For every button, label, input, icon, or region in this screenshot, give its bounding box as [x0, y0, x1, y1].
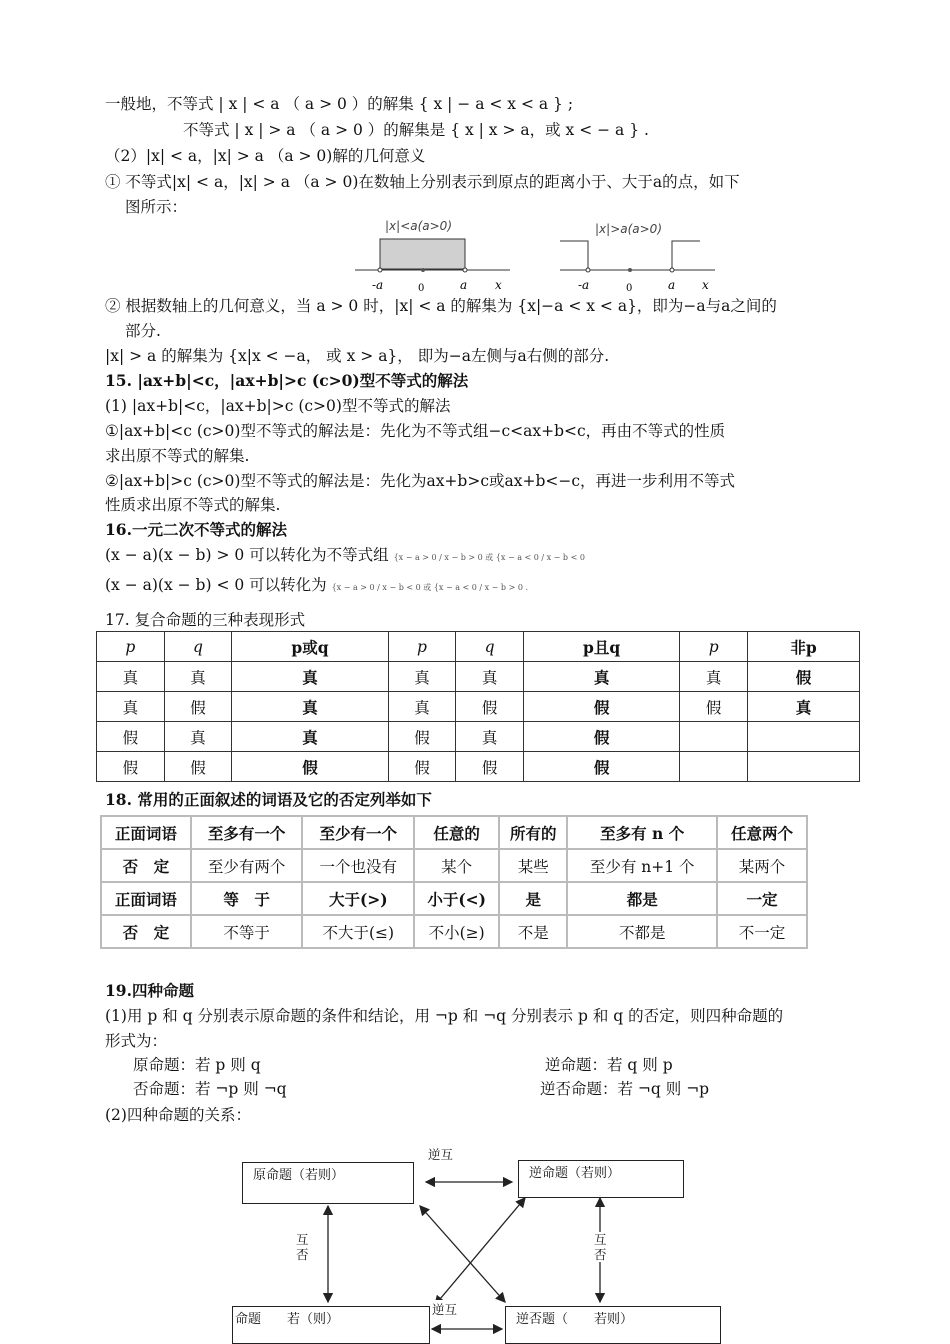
text-line: (x − a)(x − b) > 0 可以转化为不等式组 {x − a > 0 / x − b > 0 或 {x − a < 0 / x − b < 0 — [105, 546, 585, 564]
section-heading-16: 16.一元二次不等式的解法 — [105, 520, 287, 539]
inverse-proposition: 否命题：若 ¬p 则 ¬q — [133, 1080, 287, 1098]
box-contrapositive: 逆否题（ 若则） — [505, 1306, 721, 1344]
text-line: （2）|x| < a，|x| > a （a > 0)解的几何意义 — [105, 147, 426, 165]
interval-shade — [380, 239, 465, 269]
svg-text:0: 0 — [418, 283, 425, 294]
svg-text:0: 0 — [626, 283, 633, 294]
table-row: 正面词语 等 于 大于(>) 小于(<) 是 都是 一定 — [101, 882, 807, 915]
svg-text:a: a — [668, 278, 676, 292]
table-row: 正面词语 至多有一个 至少有一个 任意的 所有的 至多有 n 个 任意两个 — [101, 816, 807, 849]
left-caption: |x|<a(a>0) — [385, 219, 453, 233]
text-line: (2)四种命题的关系： — [105, 1106, 251, 1124]
text-line: ① 不等式|x| < a，|x| > a （a > 0)在数轴上分别表示到原点的距离小于、大于a的点，如下 — [105, 173, 740, 191]
svg-text:x: x — [702, 278, 709, 292]
text-line: ② 根据数轴上的几何意义，当 a > 0 时，|x| < a 的解集为 {x|−a < x < a}，即为−a与a之间的 — [105, 297, 777, 315]
text-line: ①|ax+b|<c (c>0)型不等式的解法是：先化为不等式组−c<ax+b<c，再由不等式的性质 — [105, 422, 726, 440]
contrapositive-arrow — [435, 1198, 525, 1305]
section-heading-19: 19.四种命题 — [105, 981, 194, 1000]
svg-text:-a: -a — [578, 278, 590, 292]
label-inverse-right: 互否 — [594, 1232, 607, 1262]
text-line: 一般地，不等式 | x | < a （ a > 0 ）的解集 { x | − a < x < a } ; — [105, 95, 574, 113]
inequality-system: {x − a > 0 / x − b > 0 或 {x − a < 0 / x − b < 0 — [393, 553, 585, 562]
truth-table — [96, 631, 860, 782]
negation-table — [100, 815, 808, 949]
table-row: 假 假 假 假 假 假 — [97, 752, 860, 782]
text-line: 不等式 | x | > a （ a > 0 ）的解集是 { x | x > a，或 x < − a } . — [183, 121, 649, 139]
label-converse-bottom: 逆互 — [432, 1302, 458, 1317]
text-line: (x − a)(x − b) < 0 可以转化为 {x − a > 0 / x − b < 0 或 {x − a < 0 / x − b > 0 . — [105, 576, 529, 594]
text-line: ②|ax+b|>c (c>0)型不等式的解法是：先化为ax+b>c或ax+b<−c，再进一步利用不等式 — [105, 472, 736, 490]
text-line: 图所示： — [125, 198, 188, 216]
section-heading-15: 15. |ax+b|<c，|ax+b|>c (c>0)型不等式的解法 — [105, 371, 469, 390]
svg-text:a: a — [460, 278, 468, 292]
text-line: 形式为： — [105, 1032, 168, 1050]
table-row: 假 真 真 假 真 假 — [97, 722, 860, 752]
box-inverse: 命题 若（则） — [232, 1306, 430, 1344]
box-original: 原命题（若则） — [242, 1162, 414, 1204]
table-header-row: p q p或q p q p且q p 非p — [97, 632, 860, 662]
inequality-system: {x − a > 0 / x − b < 0 或 {x − a < 0 / x − b > 0 . — [331, 583, 529, 592]
contrapositive-proposition: 逆否命题：若 ¬q 则 ¬p — [540, 1080, 710, 1098]
section-heading-17: 17. 复合命题的三种表现形式 — [105, 611, 306, 629]
original-proposition: 原命题：若 p 则 q — [133, 1056, 261, 1074]
table-row: 真 真 真 真 真 真 真 假 — [97, 662, 860, 692]
label-inverse-left: 互否 — [296, 1232, 309, 1262]
converse-proposition: 逆命题：若 q 则 p — [545, 1056, 673, 1074]
section-heading-18: 18. 常用的正面叙述的词语及它的否定列举如下 — [105, 790, 432, 809]
text-line: 部分. — [125, 322, 161, 340]
table-row: 真 假 真 真 假 假 假 真 — [97, 692, 860, 722]
text-line: 求出原不等式的解集. — [105, 447, 250, 465]
number-line-figure — [350, 215, 730, 295]
contrapositive-arrow — [420, 1206, 505, 1302]
text-line: (1) |ax+b|<c，|ax+b|>c (c>0)型不等式的解法 — [105, 397, 451, 415]
text-line: |x| > a 的解集为 {x|x < −a， 或 x > a}， 即为−a左侧与a右侧的部分. — [105, 347, 610, 365]
svg-text:x: x — [495, 278, 502, 292]
text-line: 性质求出原不等式的解集. — [105, 496, 281, 514]
table-row: 否 定 不等于 不大于(≤) 不小(≥) 不是 不都是 不一定 — [101, 915, 807, 948]
table-row: 否 定 至少有两个 一个也没有 某个 某些 至少有 n+1 个 某两个 — [101, 849, 807, 882]
text-line: (1)用 p 和 q 分别表示原命题的条件和结论，用 ¬p 和 ¬q 分别表示 p 和 q 的否定，则四种命题的 — [105, 1007, 784, 1025]
svg-text:-a: -a — [372, 278, 384, 292]
label-converse: 逆互 — [428, 1147, 454, 1162]
box-converse: 逆命题（若则） — [518, 1160, 684, 1198]
right-caption: |x|>a(a>0) — [595, 222, 663, 236]
